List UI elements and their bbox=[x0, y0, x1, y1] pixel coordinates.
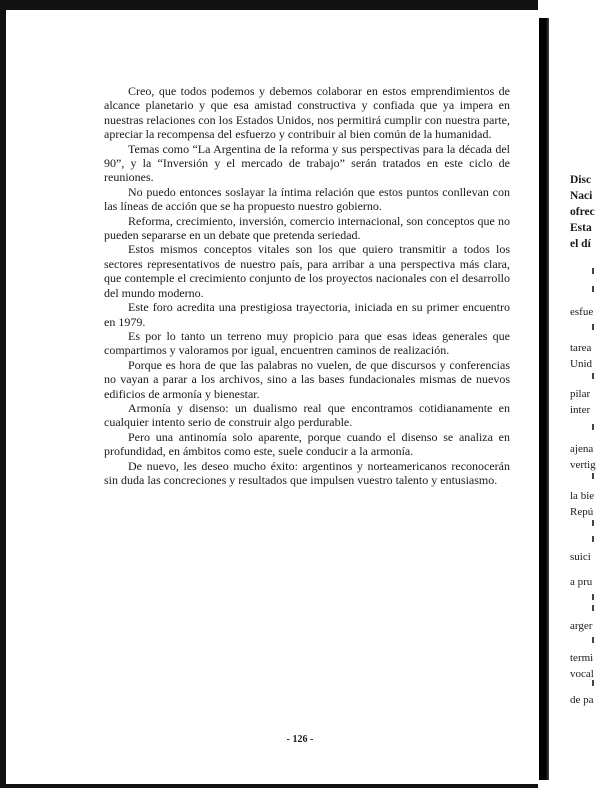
facing-heading-line: el dí bbox=[570, 238, 591, 250]
facing-indent-mark bbox=[592, 536, 594, 542]
facing-indent-mark bbox=[592, 680, 594, 686]
paragraph: Temas como “La Argentina de la reforma y sus perspectivas para la década del 90”, y la “Inversión y el mercado de trabajo” serán tratados en este ciclo de reuniones. bbox=[104, 141, 510, 185]
facing-text-line: de pa bbox=[570, 694, 594, 706]
paragraph: Es por lo tanto un terreno muy propicio para que esas ideas generales que compartimos y valoramos por igual, encuentren caminos de realización. bbox=[104, 328, 510, 358]
book-gutter-shadow bbox=[539, 18, 549, 780]
facing-indent-mark bbox=[592, 473, 594, 479]
facing-heading-line: Esta bbox=[570, 222, 592, 234]
scan-left-edge bbox=[0, 0, 6, 788]
facing-indent-mark bbox=[592, 424, 594, 430]
facing-indent-mark bbox=[592, 594, 594, 600]
paragraph: Este foro acredita una prestigiosa trayectoria, iniciada en su primer encuentro en 1979. bbox=[104, 300, 510, 329]
facing-indent-mark bbox=[592, 373, 594, 379]
facing-indent-mark bbox=[592, 324, 594, 330]
main-text-block bbox=[104, 84, 510, 487]
paragraph: Armonía y disenso: un dualismo real que encontramos cotidianamente en cualquier intento serio de construir algo perdurable. bbox=[104, 400, 510, 430]
facing-text-line: Unid bbox=[570, 358, 592, 370]
facing-indent-mark bbox=[592, 268, 594, 274]
scan-bottom-edge bbox=[0, 784, 600, 788]
facing-text-line: esfue bbox=[570, 306, 594, 318]
paragraph: No puedo entonces soslayar la íntima relación que estos puntos conllevan con las líneas de acción que se ha propuesto nuestro gobierno. bbox=[104, 184, 510, 214]
facing-text-line: tarea bbox=[570, 342, 592, 354]
paragraph: Pero una antinomía solo aparente, porque cuando el disenso se analiza en profundidad, en ámbitos como este, suele conducir a la armonía. bbox=[104, 429, 510, 459]
paragraph: Reforma, crecimiento, inversión, comercio internacional, son conceptos que no pueden separarse en un debate que pretenda seriedad. bbox=[104, 213, 510, 243]
facing-text-line: inter bbox=[570, 404, 591, 416]
facing-heading-line: ofrec bbox=[570, 206, 595, 218]
facing-text-line: ajena bbox=[570, 443, 594, 455]
facing-indent-mark bbox=[592, 520, 594, 526]
facing-indent-mark bbox=[592, 637, 594, 643]
paragraph: Estos mismos conceptos vitales son los que quiero transmitir a todos los sectores representativos de nuestro país, para arribar a una perspectiva más clara, que contemple el crecimiento conjunto de los proyectos nacionales con el desarrollo del mundo moderno. bbox=[104, 242, 510, 300]
page-number: - 126 - bbox=[286, 734, 314, 745]
facing-indent-mark bbox=[592, 286, 594, 292]
paragraph: Porque es hora de que las palabras no vuelen, de que discursos y conferencias no vayan a parar a los archivos, sino a las bases fundacionales mismas de nuevos edificios de armonía y bienestar. bbox=[104, 357, 510, 401]
facing-text-line: arger bbox=[570, 620, 593, 632]
facing-text-line: vertig bbox=[570, 459, 596, 471]
facing-indent-mark bbox=[592, 605, 594, 611]
facing-text-line: vocal bbox=[570, 668, 594, 680]
facing-text-line: la bie bbox=[570, 490, 595, 502]
paragraph: Creo, que todos podemos y debemos colaborar en estos emprendimientos de alcance planetario y que esa amistad constructiva y confiada que ya impera en nuestras relaciones con los Estados Unidos, nos permitirá cumplir con nuestra parte, apreciar la recompensa del esfuerzo y contribuir al bien común de la humanidad. bbox=[104, 84, 510, 142]
facing-text-line: Repú bbox=[570, 506, 594, 518]
facing-heading-line: Disc bbox=[570, 174, 592, 186]
facing-heading-line: Naci bbox=[570, 190, 593, 202]
scan-top-edge bbox=[0, 0, 600, 10]
facing-text-line: termi bbox=[570, 652, 594, 664]
facing-text-line: pilar bbox=[570, 388, 591, 400]
paragraph: De nuevo, les deseo mucho éxito: argentinos y norteamericanos reconocerán sin duda las concreciones y resultados que impulsen vuestro talento y entusiasmo. bbox=[104, 458, 510, 487]
facing-text-line: suici bbox=[570, 551, 591, 563]
facing-text-line: a pru bbox=[570, 576, 593, 588]
